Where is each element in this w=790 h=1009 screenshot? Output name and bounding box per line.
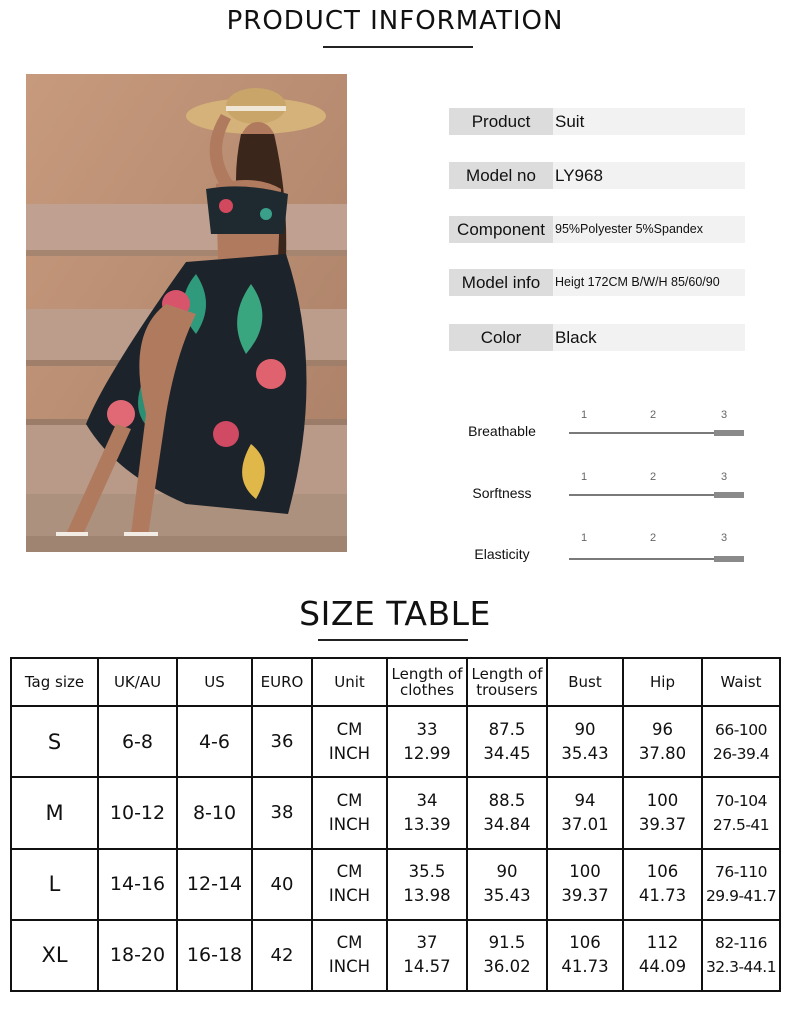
uk-au-cell: 6-8 <box>98 706 177 777</box>
cm-value: CM <box>336 862 363 882</box>
header-cell: EURO <box>252 658 312 706</box>
scale-tick: 2 <box>650 471 657 483</box>
scale-softness <box>449 468 749 508</box>
scale-tick: 2 <box>650 532 657 544</box>
scale-level-fill <box>714 430 744 436</box>
inch-value: 34.84 <box>483 814 531 834</box>
info-label: Model info <box>449 269 553 296</box>
info-value: Heigt 172CM B/W/H 85/60/90 <box>553 269 745 296</box>
length-clothes-cell <box>387 706 467 777</box>
uk-au-cell: 14-16 <box>98 849 177 920</box>
cm-value: 37 <box>416 933 438 953</box>
header-cell: Unit <box>312 658 387 706</box>
cm-value: 94 <box>574 790 596 810</box>
euro-cell: 38 <box>252 777 312 848</box>
hip-cell <box>623 706 702 777</box>
tag-size-cell: M <box>11 777 98 848</box>
us-cell: 8-10 <box>177 777 252 848</box>
cm-value: 66-100 <box>715 720 767 739</box>
inch-value: 39.37 <box>638 814 687 834</box>
title-underline <box>323 46 473 48</box>
inch-value: 35.43 <box>483 886 531 906</box>
inch-value: 27.5-41 <box>712 815 770 834</box>
scale-label: Breathable <box>468 423 536 439</box>
inch-value: 34.45 <box>483 743 531 763</box>
info-label: Component <box>449 216 553 243</box>
cm-value: 34 <box>416 790 438 810</box>
inch-value: 41.73 <box>638 886 687 906</box>
inch-value: 13.39 <box>403 814 451 834</box>
scale-elasticity <box>449 529 749 569</box>
info-label: Model no <box>449 162 553 189</box>
length-clothes-cell <box>387 920 467 991</box>
size-table-title: SIZE TABLE <box>299 594 491 633</box>
table-row <box>11 849 780 920</box>
header-cell: Length of clothes <box>387 658 467 706</box>
cm-value: 96 <box>652 719 673 739</box>
cm-value: 70-104 <box>715 791 767 810</box>
header-cell: Bust <box>547 658 623 706</box>
header-cell: UK/AU <box>98 658 177 706</box>
product-information-title: PRODUCT INFORMATION <box>226 6 564 36</box>
info-row-product <box>449 108 745 135</box>
cm-value: 100 <box>646 790 679 810</box>
waist-cell <box>702 849 780 920</box>
info-row-component <box>449 216 745 243</box>
scale-track <box>569 494 744 496</box>
info-row-model-info <box>449 269 745 296</box>
waist-cell <box>702 920 780 991</box>
bust-cell <box>547 920 623 991</box>
scale-track <box>569 432 744 434</box>
scale-tick: 1 <box>581 409 588 421</box>
header-cell: Tag size <box>11 658 98 706</box>
unit-cell <box>312 849 387 920</box>
table-row <box>11 920 780 991</box>
scale-level-fill <box>714 556 744 562</box>
us-cell: 12-14 <box>177 849 252 920</box>
info-value: Black <box>553 324 745 351</box>
unit-cell <box>312 706 387 777</box>
cm-value: 88.5 <box>488 790 526 810</box>
table-row <box>11 706 780 777</box>
scale-track <box>569 558 744 560</box>
info-value: Suit <box>553 108 745 135</box>
info-row-color <box>449 324 745 351</box>
euro-cell: 40 <box>252 849 312 920</box>
scale-tick: 1 <box>581 532 588 544</box>
hip-cell <box>623 777 702 848</box>
cm-value: CM <box>336 790 363 810</box>
inch-value: 13.98 <box>403 886 451 906</box>
length-clothes-cell <box>387 777 467 848</box>
inch-value: 39.37 <box>561 886 609 906</box>
inch-value: 36.02 <box>483 957 531 977</box>
tag-size-cell: S <box>11 706 98 777</box>
euro-cell: 42 <box>252 920 312 991</box>
inch-value: 14.57 <box>403 957 451 977</box>
length-trousers-cell <box>467 920 547 991</box>
euro-cell: 36 <box>252 706 312 777</box>
tag-size-cell: L <box>11 849 98 920</box>
inch-value: INCH <box>328 743 371 763</box>
us-cell: 16-18 <box>177 920 252 991</box>
scale-tick: 3 <box>721 409 728 421</box>
unit-cell <box>312 777 387 848</box>
hip-cell <box>623 920 702 991</box>
cm-value: 112 <box>646 933 679 953</box>
length-trousers-cell <box>467 706 547 777</box>
table-row <box>11 777 780 848</box>
cm-value: 33 <box>416 719 438 739</box>
hip-cell <box>623 849 702 920</box>
info-label: Product <box>449 108 553 135</box>
inch-value: 35.43 <box>561 743 609 763</box>
title-underline <box>318 639 468 641</box>
cm-value: 82-116 <box>715 934 767 953</box>
cm-value: CM <box>336 933 363 953</box>
inch-value: 12.99 <box>403 743 451 763</box>
product-photo <box>26 74 347 552</box>
header-cell: Length of trousers <box>467 658 547 706</box>
scale-tick: 3 <box>721 532 728 544</box>
info-value: LY968 <box>553 162 745 189</box>
info-label: Color <box>449 324 553 351</box>
info-value: 95%Polyester 5%Spandex <box>553 216 745 243</box>
scale-label: Sorftness <box>472 485 532 501</box>
header-cell: Hip <box>623 658 702 706</box>
cm-value: 76-110 <box>715 863 767 882</box>
bust-cell <box>547 777 623 848</box>
cm-value: 100 <box>569 862 601 882</box>
cm-value: 90 <box>574 719 596 739</box>
bust-cell <box>547 706 623 777</box>
cm-value: 35.5 <box>408 862 446 882</box>
waist-cell <box>702 706 780 777</box>
inch-value: 37.80 <box>638 743 687 763</box>
size-table <box>10 657 781 992</box>
us-cell: 4-6 <box>177 706 252 777</box>
inch-value: INCH <box>328 886 371 906</box>
scale-tick: 2 <box>650 409 657 421</box>
info-row-model-no <box>449 162 745 189</box>
uk-au-cell: 18-20 <box>98 920 177 991</box>
cm-value: 106 <box>569 933 601 953</box>
length-clothes-cell <box>387 849 467 920</box>
cm-value: 90 <box>496 862 518 882</box>
inch-value: 29.9-41.7 <box>705 887 777 906</box>
inch-value: INCH <box>328 957 371 977</box>
size-table-body <box>11 706 780 991</box>
header-cell: US <box>177 658 252 706</box>
scale-level-fill <box>714 492 744 498</box>
cm-value: 91.5 <box>488 933 526 953</box>
waist-cell <box>702 777 780 848</box>
cm-value: 106 <box>646 862 679 882</box>
inch-value: 32.3-44.1 <box>705 958 777 977</box>
inch-value: 44.09 <box>638 957 687 977</box>
cm-value: 87.5 <box>488 719 526 739</box>
length-trousers-cell <box>467 849 547 920</box>
length-trousers-cell <box>467 777 547 848</box>
tag-size-cell: XL <box>11 920 98 991</box>
unit-cell <box>312 920 387 991</box>
inch-value: INCH <box>328 814 371 834</box>
scale-tick: 3 <box>721 471 728 483</box>
bust-cell <box>547 849 623 920</box>
size-table-header-row <box>11 658 780 706</box>
scale-breathable <box>449 406 749 446</box>
inch-value: 37.01 <box>561 814 609 834</box>
inch-value: 41.73 <box>561 957 609 977</box>
header-cell: Waist <box>702 658 780 706</box>
scale-label: Elasticity <box>474 546 530 562</box>
cm-value: CM <box>336 719 363 739</box>
uk-au-cell: 10-12 <box>98 777 177 848</box>
scale-tick: 1 <box>581 471 588 483</box>
inch-value: 26-39.4 <box>712 744 770 763</box>
